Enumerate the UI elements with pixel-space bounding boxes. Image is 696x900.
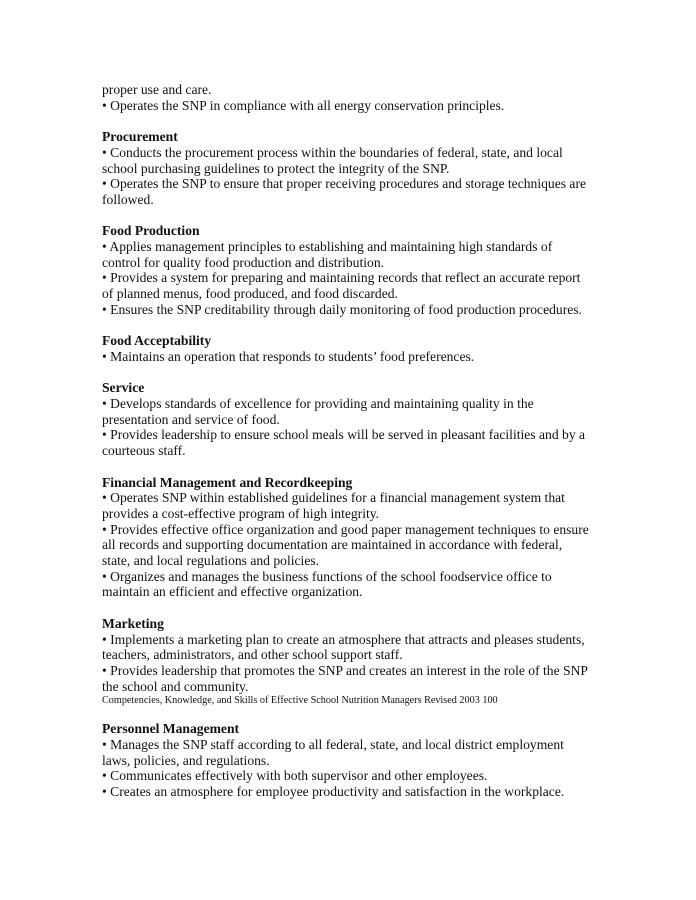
- document-page: [102, 82, 602, 800]
- section-line: teachers, administrators, and other school support staff.: [102, 647, 403, 663]
- section-line: • Creates an atmosphere for employee productivity and satisfaction in the workplace.: [102, 784, 565, 800]
- intro-line: proper use and care.: [102, 82, 212, 97]
- section-line: presentation and service of food.: [102, 411, 280, 427]
- section-heading: Financial Management and Recordkeeping: [102, 474, 353, 490]
- section-marketing: [102, 616, 602, 695]
- section-heading: Food Acceptability: [102, 333, 212, 349]
- intro-line: • Operates the SNP in compliance with all energy conservation principles.: [102, 97, 505, 113]
- section-line: • Operates the SNP to ensure that proper receiving procedures and storage techniques are: [102, 176, 587, 192]
- section-line: • Provides a system for preparing and maintaining records that reflect an accurate report: [102, 270, 581, 286]
- section-heading: Food Production: [102, 223, 200, 239]
- section-line: followed.: [102, 191, 154, 207]
- section-service: [102, 380, 602, 459]
- section-line: of planned menus, food produced, and food discarded.: [102, 286, 398, 302]
- section-line: maintain an efficient and effective organization.: [102, 584, 363, 600]
- section-line: state, and local regulations and policies.: [102, 553, 320, 569]
- intro-block: [102, 82, 602, 113]
- section-line: control for quality food production and distribution.: [102, 254, 385, 270]
- section-line: • Organizes and manages the business functions of the school foodservice office to: [102, 568, 552, 584]
- section-line: school purchasing guidelines to protect the integrity of the SNP.: [102, 160, 450, 176]
- section-line: • Manages the SNP staff according to all federal, state, and local district employment: [102, 737, 564, 753]
- section-line: • Applies management principles to establishing and maintaining high standards of: [102, 239, 553, 254]
- section-line: provides a cost-effective program of high integrity.: [102, 505, 380, 521]
- section-food-production: [102, 223, 602, 317]
- section-line: the school and community.: [102, 678, 249, 694]
- section-line: • Ensures the SNP creditability through daily monitoring of food production procedures.: [102, 301, 582, 317]
- section-line: • Communicates effectively with both supervisor and other employees.: [102, 768, 488, 784]
- section-food-acceptability: [102, 333, 602, 364]
- section-line: • Provides leadership to ensure school meals will be served in pleasant facilities and by a: [102, 427, 586, 443]
- section-heading: Personnel Management: [102, 721, 240, 737]
- section-line: • Conducts the procurement process within the boundaries of federal, state, and local: [102, 144, 563, 160]
- section-line: • Implements a marketing plan to create an atmosphere that attracts and pleases students,: [102, 631, 585, 647]
- section-line: • Operates SNP within established guidelines for a financial management system that: [102, 490, 565, 506]
- page-footer: Competencies, Knowledge, and Skills of Effective School Nutrition Managers Revised 2003 100: [102, 695, 498, 707]
- section-heading: Marketing: [102, 615, 164, 631]
- section-personnel-management: [102, 721, 602, 800]
- section-financial-management: [102, 475, 602, 601]
- section-line: courteous staff.: [102, 443, 186, 459]
- section-line: • Maintains an operation that responds to students’ food preferences.: [102, 348, 475, 364]
- section-line: laws, policies, and regulations.: [102, 752, 270, 768]
- section-line: all records and supporting documentation are maintained in accordance with federal,: [102, 537, 563, 553]
- section-line: • Provides effective office organization and good paper management techniques to ensure: [102, 521, 589, 537]
- section-heading: Procurement: [102, 129, 178, 145]
- section-line: • Provides leadership that promotes the SNP and creates an interest in the role of the SNP: [102, 662, 588, 678]
- section-line: • Develops standards of excellence for providing and maintaining quality in the: [102, 396, 534, 411]
- section-procurement: [102, 129, 602, 208]
- section-heading: Service: [102, 380, 145, 396]
